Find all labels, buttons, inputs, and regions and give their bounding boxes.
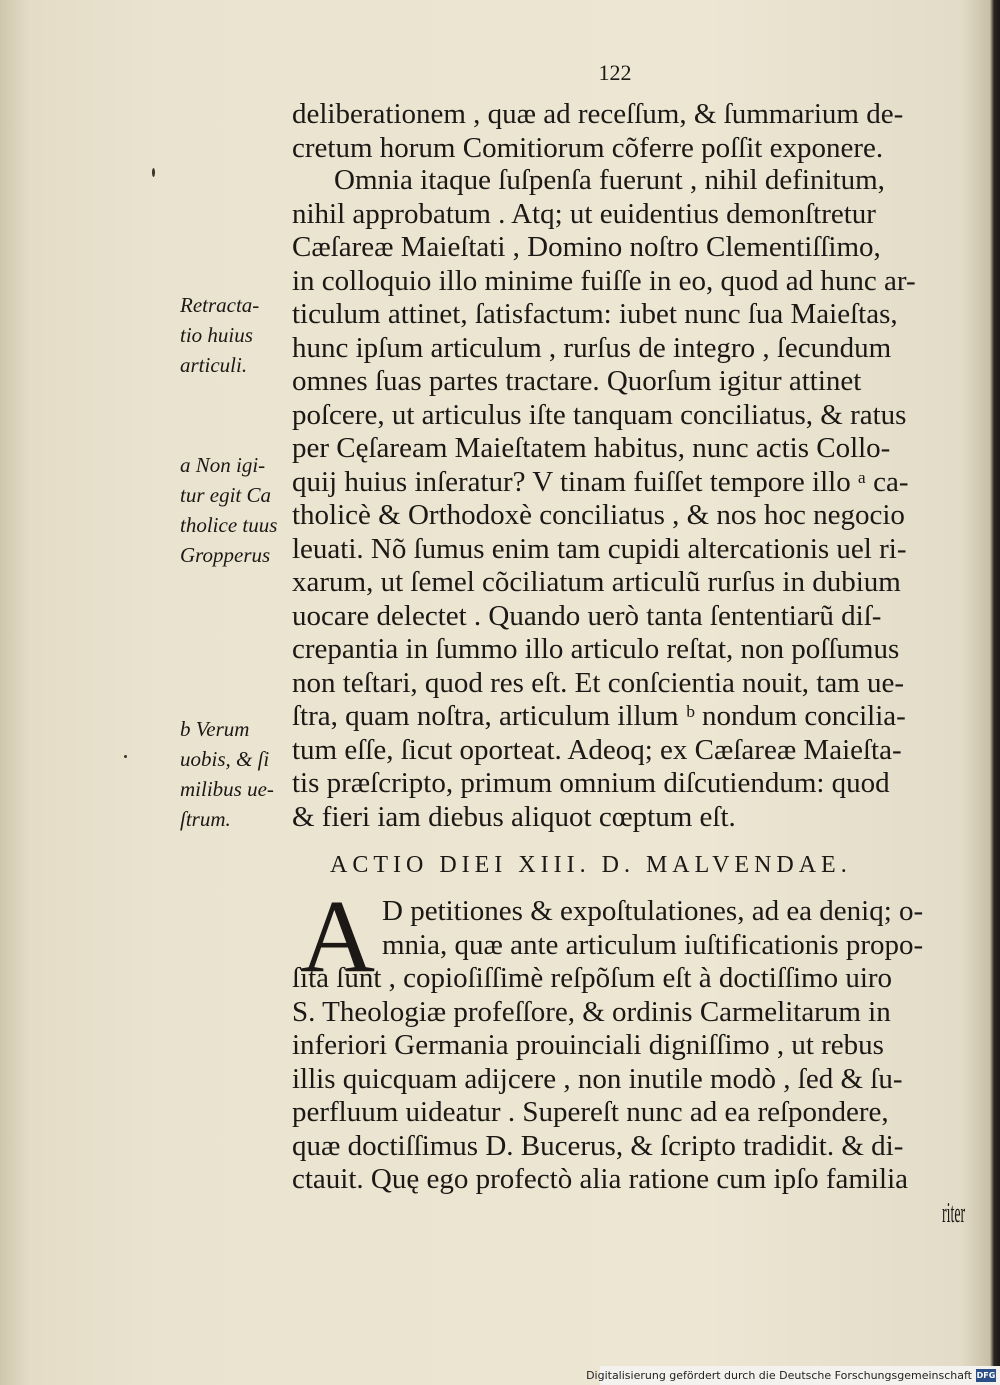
text-line: quæ doctiſſimus D. Bucerus, & ſcripto tradidit. & di- bbox=[292, 1129, 904, 1162]
text-line: ſita ſunt , copioſiſſimè reſpõſum eſt à doctiſſimo uiro bbox=[292, 962, 893, 994]
text-line: uocare delectet . Quando uerò tanta ſententiarũ diſ- bbox=[292, 599, 882, 632]
text-line: tum eſſe, ſicut oporteat. Adeoq; ex Cæſareæ Maieſta- bbox=[292, 733, 902, 766]
footer-credit-text: Digitalisierung gefördert durch die Deutsche Forschungsgemeinschaft bbox=[586, 1369, 972, 1382]
marginal-note-line: Retracta- bbox=[180, 293, 260, 317]
digitization-footer bbox=[586, 1366, 1000, 1385]
text-line: poſcere, ut articulus iſte tanquam conciliatus, & ratus bbox=[292, 398, 907, 431]
ink-speck bbox=[124, 755, 127, 758]
text-line: crepantia in ſummo illo articulo reſtat, non poſſumus bbox=[292, 633, 900, 665]
dfg-logo-icon: DFG bbox=[976, 1371, 996, 1380]
drop-cap-letter: A bbox=[300, 879, 376, 994]
marginal-note-line: ſtrum. bbox=[180, 807, 231, 831]
text-line: in colloquio illo minime fuiſſe in eo, quod ad hunc ar- bbox=[292, 264, 916, 297]
text-line: per Cęſaream Maieſtatem habitus, nunc actis Collo- bbox=[292, 432, 891, 464]
text-line: cretum horum Comitiorum cõferre poſſit exponere. bbox=[292, 131, 884, 164]
marginal-note-line: Gropperus bbox=[180, 543, 271, 567]
text-line: & fieri iam diebus aliquot cœptum eſt. bbox=[292, 800, 736, 833]
section-heading: ACTIO DIEI XIII. D. MALVENDAE. bbox=[330, 852, 852, 878]
text-line: tholicè & Orthodoxè conciliatus , & nos hoc negocio bbox=[292, 499, 905, 531]
marginal-note-line: milibus ue- bbox=[180, 777, 274, 801]
text-line: perfluum uideatur . Supereſt nunc ad ea reſpondere, bbox=[292, 1096, 889, 1128]
marginal-note-line: a Non igi- bbox=[180, 453, 266, 477]
marginal-note-line: tur egit Ca bbox=[180, 483, 272, 507]
text-line: S. Theologiæ profeſſore, & ordinis Carmelitarum in bbox=[292, 995, 891, 1028]
text-line: mnia, quæ ante articulum iuſtificationis propo- bbox=[382, 928, 924, 961]
text-line: xarum, ut ſemel cõciliatum articulũ rurſus in dubium bbox=[292, 566, 901, 598]
page-number: 122 bbox=[598, 60, 632, 85]
text-line: leuati. Nõ ſumus enim tam cupidi altercationis uel ri- bbox=[292, 532, 907, 565]
text-line: deliberationem , quæ ad receſſum, & ſummarium de- bbox=[292, 98, 904, 130]
text-line: Cæſareæ Maieſtati , Domino noſtro Clementiſſimo, bbox=[292, 231, 881, 263]
text-line: quij huius inſeratur? V tinam fuiſſet tempore illo ᵃ ca- bbox=[292, 465, 909, 498]
text-line: non teſtari, quod res eſt. Et conſcientia nouit, tam ue- bbox=[292, 666, 905, 699]
text-line: hunc ipſum articulum , rurſus de integro , ſecundum bbox=[292, 331, 892, 364]
text-line: nihil approbatum . Atq; ut euidentius demonſtretur bbox=[292, 197, 876, 230]
text-line: ticulum attinet, ſatisfactum: iubet nunc ſua Maieſtas, bbox=[292, 298, 898, 330]
text-line: tis præſcripto, primum omnium diſcutiendum: quod bbox=[292, 767, 890, 799]
marginal-note-line: tio huius bbox=[180, 323, 253, 347]
marginal-note-line: tholice tuus bbox=[180, 513, 278, 537]
text-line: D petitiones & expoſtulationes, ad ea deniq; o- bbox=[382, 895, 924, 927]
text-line: ſtra, quam noſtra, articulum illum ᵇ nondum concilia- bbox=[292, 700, 906, 732]
ink-speck bbox=[152, 168, 155, 177]
text-line: riter bbox=[942, 1196, 966, 1229]
text-line: omnes ſuas partes tractare. Quorſum igitur attinet bbox=[292, 365, 862, 397]
marginal-note-line: b Verum bbox=[180, 717, 250, 741]
text-line: ctauit. Quę ego profectò alia ratione cum ipſo familia bbox=[292, 1163, 909, 1195]
text-line: illis quicquam adijcere , non inutile modò , ſed & ſu- bbox=[292, 1062, 903, 1095]
text-line: inferiori Germania prouinciali digniſſimo , ut rebus bbox=[292, 1029, 884, 1061]
marginal-note-line: articuli. bbox=[180, 353, 248, 377]
marginal-note-line: uobis, & ſi bbox=[180, 747, 270, 771]
text-line: Omnia itaque ſuſpenſa fuerunt , nihil definitum, bbox=[334, 164, 885, 196]
